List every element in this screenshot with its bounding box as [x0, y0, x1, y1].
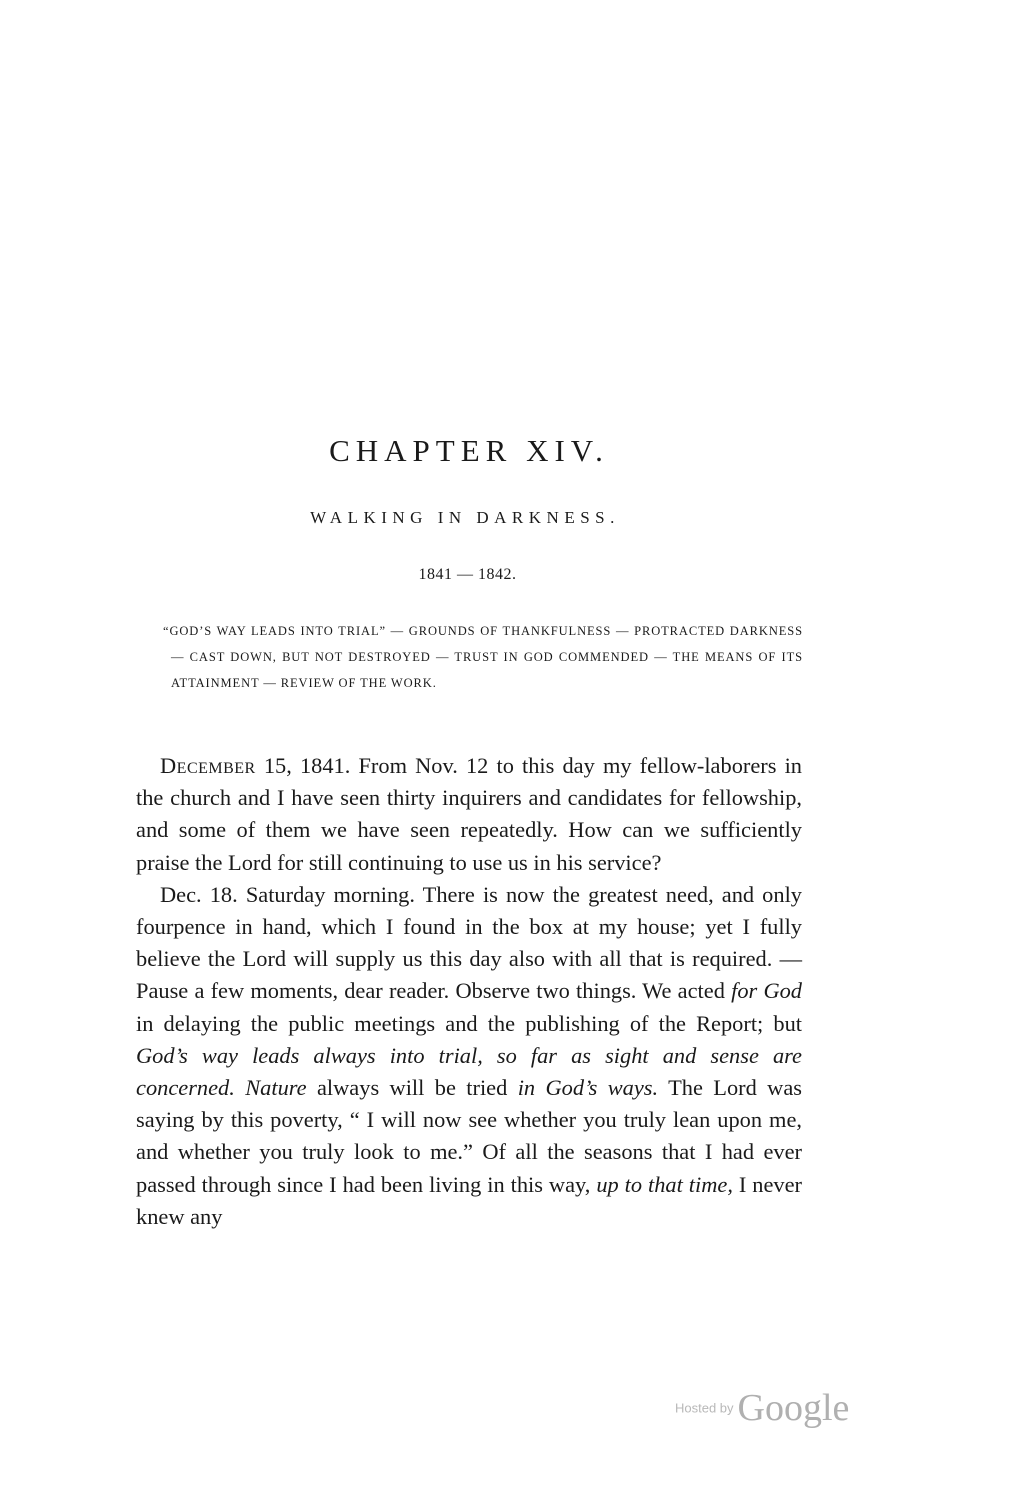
- italic-phrase: in God’s ways.: [517, 1075, 659, 1101]
- italic-phrase: God’s way leads always into trial, so far as sight and sense are concerned. Nature: [136, 1042, 802, 1101]
- paragraph-december-18: [136, 879, 802, 1233]
- paragraph-text: in delaying the public meetings and the publishing of the Report; but: [136, 1010, 802, 1036]
- italic-phrase: up to that time,: [596, 1171, 733, 1197]
- hosted-by-google-watermark: [675, 1386, 849, 1430]
- hosted-by-label: Hosted by: [675, 1400, 734, 1416]
- date-lead: December: [160, 753, 256, 778]
- paragraph-text: The Lord was saying by this poverty, “ I will now see whether you truly lean upon me, and whether you truly look to me.” Of all the seasons that I had ever passed through since I had been living in this way,: [136, 1075, 802, 1197]
- chapter-years: 1841 — 1842.: [418, 566, 517, 583]
- body-text: [136, 750, 802, 1233]
- italic-phrase: for God: [731, 978, 803, 1004]
- paragraph-text: 15, 1841. From Nov. 12 to this day my fellow-laborers in the church and I have seen thirty inquirers and candidates for fellowship, and some of them we have seen repeatedly. How can we sufficiently praise the Lord for still continuing to use us in his service?: [136, 753, 802, 875]
- paragraph-text: I never knew any: [136, 1171, 803, 1229]
- chapter-subtitle: WALKING IN DARKNESS.: [310, 508, 620, 527]
- chapter-title: CHAPTER XIV.: [329, 433, 609, 468]
- google-logo: Google: [737, 1387, 850, 1429]
- paragraph-text: always will be tried: [306, 1075, 518, 1101]
- chapter-synopsis: “GOD’S WAY LEADS INTO TRIAL” — GROUNDS OF THANKFULNESS — PROTRACTED DARKNESS — CAST DOWN, BUT NOT DESTROYED — TRUST IN GOD COMMENDED — THE MEANS OF ITS ATTAINMENT — REVIEW OF THE WORK.: [163, 624, 803, 690]
- paragraph-december-15: [136, 750, 802, 879]
- paragraph-text: Dec. 18. Saturday morning. There is now the greatest need, and only fourpence in hand, which I found in the box at my house; yet I fully believe the Lord will supply us this day also with all that is required. — Pause a few moments, dear reader. Observe two things. We acted: [136, 881, 802, 1004]
